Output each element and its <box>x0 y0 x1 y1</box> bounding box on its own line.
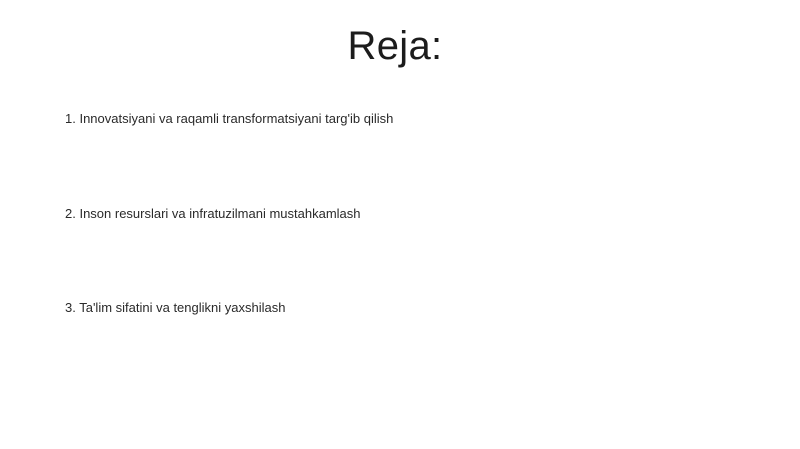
plan-item-2: 2. Inson resurslari va infratuzilmani mustahkamlash <box>65 206 361 221</box>
plan-item-3: 3. Ta'lim sifatini va tenglikni yaxshilash <box>65 300 286 315</box>
plan-item-1: 1. Innovatsiyani va raqamli transformatsiyani targ'ib qilish <box>65 111 394 126</box>
slide-title: Reja: <box>347 24 443 68</box>
